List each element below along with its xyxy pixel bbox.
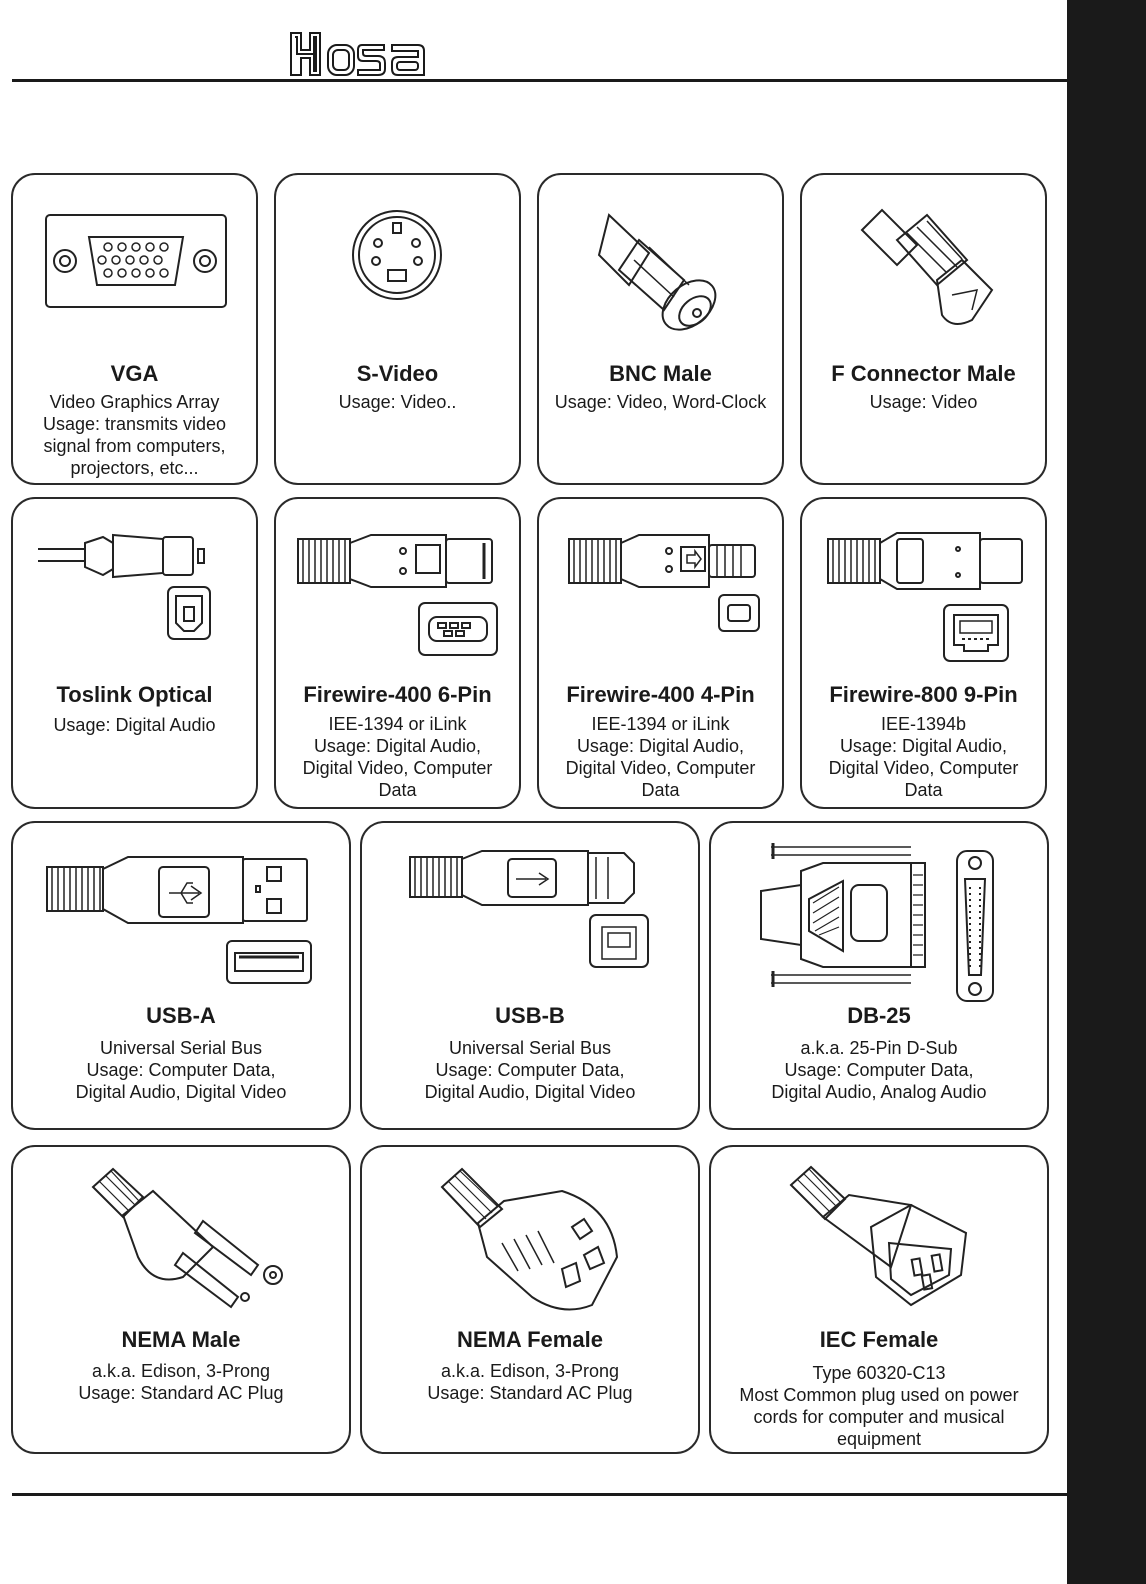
card-description: Universal Serial Bus Usage: Computer Data, Digital Audio, Digital Video bbox=[424, 1038, 636, 1102]
card-description: Universal Serial Bus Usage: Computer Data, Digital Audio, Digital Video bbox=[75, 1038, 287, 1102]
nema-female-plug-icon bbox=[362, 1147, 698, 1327]
card-title: F Connector Male bbox=[831, 361, 1016, 386]
connector-card-bnc-male bbox=[537, 173, 784, 485]
connector-card-usb-b bbox=[360, 821, 700, 1130]
header-rule bbox=[12, 79, 1067, 82]
card-title: VGA bbox=[110, 361, 159, 386]
card-description: Type 60320-C13 Most Common plug used on power cords for computer and musical equipment bbox=[739, 1363, 1019, 1449]
card-description: IEE-1394 or iLink Usage: Digital Audio, Digital Video, Computer Data bbox=[565, 714, 756, 800]
card-title: NEMA Female bbox=[457, 1327, 603, 1352]
connector-card-nema-female bbox=[360, 1145, 700, 1454]
hosa-logo bbox=[288, 30, 428, 78]
iec-female-plug-icon bbox=[711, 1147, 1047, 1327]
toslink-connector-icon bbox=[13, 499, 256, 679]
card-title: USB-A bbox=[146, 1003, 216, 1028]
card-title: Firewire-400 6-Pin bbox=[303, 682, 492, 707]
card-title: IEC Female bbox=[819, 1327, 939, 1352]
connector-card-iec-female bbox=[709, 1145, 1049, 1454]
card-description: Usage: Video.. bbox=[338, 392, 457, 412]
card-title: NEMA Male bbox=[121, 1327, 241, 1352]
connector-card-usb-a bbox=[11, 821, 351, 1130]
card-description: Usage: Video bbox=[869, 392, 978, 412]
card-description: Usage: Digital Audio bbox=[53, 715, 216, 735]
connector-card-toslink-optical bbox=[11, 497, 258, 809]
vga-connector-icon bbox=[13, 175, 256, 355]
s-video-connector-icon bbox=[276, 175, 519, 355]
card-title: BNC Male bbox=[609, 361, 712, 386]
connector-card-f-connector-male bbox=[800, 173, 1047, 485]
side-bar bbox=[1067, 0, 1146, 1584]
connector-card-nema-male bbox=[11, 1145, 351, 1454]
usb-a-connector-icon bbox=[13, 823, 349, 1003]
connector-card-firewire-800-9-pin bbox=[800, 497, 1047, 809]
connector-card-firewire-400-6-pin bbox=[274, 497, 521, 809]
card-description: a.k.a. 25-Pin D-Sub Usage: Computer Data, Digital Audio, Analog Audio bbox=[771, 1038, 987, 1102]
firewire-6pin-icon bbox=[276, 499, 519, 679]
db25-connector-icon bbox=[711, 823, 1047, 1003]
connector-card-db-25 bbox=[709, 821, 1049, 1130]
card-description: IEE-1394b Usage: Digital Audio, Digital Video, Computer Data bbox=[828, 714, 1019, 800]
card-description: a.k.a. Edison, 3-Prong Usage: Standard AC Plug bbox=[78, 1361, 284, 1403]
card-title: USB-B bbox=[495, 1003, 565, 1028]
usb-b-connector-icon bbox=[362, 823, 698, 1003]
bnc-connector-icon bbox=[539, 175, 782, 355]
firewire-9pin-icon bbox=[802, 499, 1045, 679]
card-description: a.k.a. Edison, 3-Prong Usage: Standard AC Plug bbox=[427, 1361, 633, 1403]
card-description: Video Graphics Array Usage: transmits video signal from computers, projectors, etc... bbox=[42, 392, 227, 478]
card-description: IEE-1394 or iLink Usage: Digital Audio, Digital Video, Computer Data bbox=[302, 714, 493, 800]
firewire-4pin-icon bbox=[539, 499, 782, 679]
nema-male-plug-icon bbox=[13, 1147, 349, 1327]
card-title: S-Video bbox=[356, 361, 439, 386]
card-title: Firewire-800 9-Pin bbox=[829, 682, 1018, 707]
card-title: Toslink Optical bbox=[56, 682, 213, 707]
connector-card-firewire-400-4-pin bbox=[537, 497, 784, 809]
card-title: Firewire-400 4-Pin bbox=[566, 682, 755, 707]
connector-card-vga bbox=[11, 173, 258, 485]
connector-card-s-video bbox=[274, 173, 521, 485]
card-description: Usage: Video, Word-Clock bbox=[554, 392, 767, 412]
card-title: DB-25 bbox=[847, 1003, 911, 1028]
footer-rule bbox=[12, 1493, 1067, 1496]
f-connector-icon bbox=[802, 175, 1045, 355]
